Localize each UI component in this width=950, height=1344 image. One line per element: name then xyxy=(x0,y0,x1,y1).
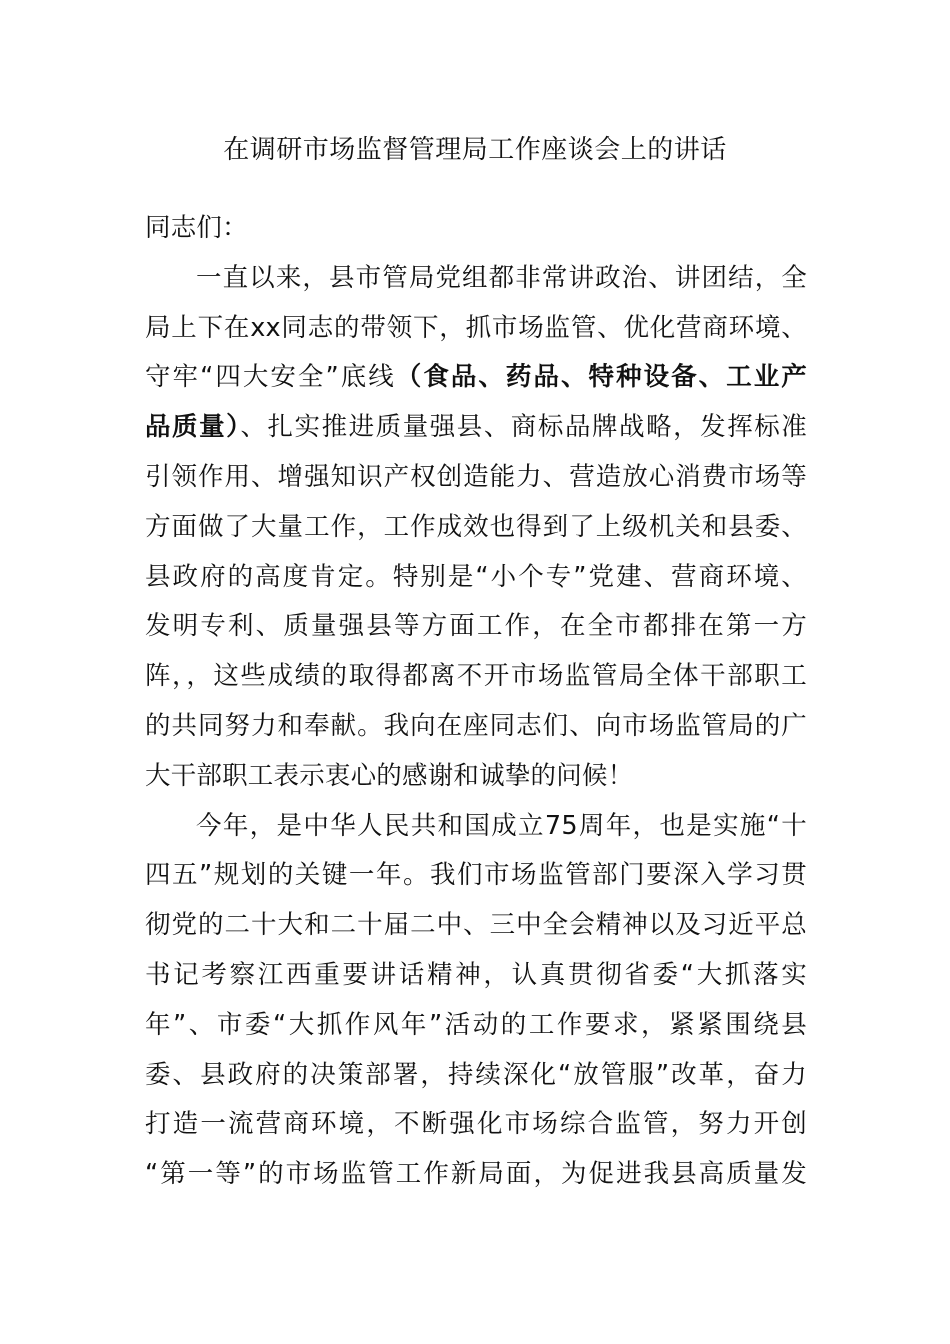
paragraph-2-line-5: 年”、市委“大抓作风年”活动的工作要求，紧紧围绕县 xyxy=(145,1009,807,1040)
paragraph-1-line-4-text: 、扎实推进质量强县、商标品牌战略，发挥标准 xyxy=(240,412,808,443)
paragraph-1-line-3-bold: （食品、药品、特种设备、工业产 xyxy=(395,362,807,393)
paragraph-2-line-8: “第一等”的市场监管工作新局面，为促进我县高质量发 xyxy=(145,1159,807,1190)
paragraph-2-line-1: 今年，是中华人民共和国成立75周年，也是实施“十 xyxy=(196,810,807,841)
paragraph-1-line-3 xyxy=(145,353,807,403)
paragraph-1-line-11: 大干部职工表示衷心的感谢和诚挚的问候！ xyxy=(145,760,634,791)
paragraph-2-line-4: 书记考察江西重要讲话精神，认真贯彻省委“大抓落实 xyxy=(145,959,807,990)
paragraph-2-line-6: 委、县政府的决策部署，持续深化“放管服”改革，奋力 xyxy=(145,1059,807,1090)
paragraph-1-line-7: 县政府的高度肯定。特别是“小个专”党建、营商环境、 xyxy=(145,561,807,592)
paragraph-1-line-4 xyxy=(145,403,807,453)
paragraph-1-line-1: 一直以来，县市管局党组都非常讲政治、讲团结，全 xyxy=(196,262,807,293)
paragraph-2-line-3: 彻党的二十大和二十届二中、三中全会精神以及习近平总 xyxy=(145,910,807,941)
paragraph-1-line-6: 方面做了大量工作，工作成效也得到了上级机关和县委、 xyxy=(145,511,807,542)
paragraph-1-line-2: 局上下在xx同志的带领下，抓市场监管、优化营商环境、 xyxy=(145,312,807,343)
paragraph-2-line-2: 四五”规划的关键一年。我们市场监管部门要深入学习贯 xyxy=(145,860,807,891)
paragraph-1-line-8: 发明专利、质量强县等方面工作，在全市都排在第一方 xyxy=(145,611,807,642)
paragraph-1-line-4-bold: 品质量） xyxy=(145,412,241,443)
paragraph-1-line-10: 的共同努力和奉献。我向在座同志们、向市场监管局的广 xyxy=(145,710,807,741)
document-title: 在调研市场监督管理局工作座谈会上的讲话 xyxy=(223,135,727,165)
paragraph-1-line-3-text: 守牢“四大安全”底线 xyxy=(145,362,396,393)
document-body xyxy=(145,204,807,1200)
paragraph-1-line-9: 阵，，这些成绩的取得都离不开市场监管局全体干部职工 xyxy=(145,661,807,692)
paragraph-2-line-7: 打造一流营商环境，不断强化市场综合监管，努力开创 xyxy=(145,1109,807,1140)
salutation: 同志们： xyxy=(145,213,248,243)
paragraph-1-line-5: 引领作用、增强知识产权创造能力、营造放心消费市场等 xyxy=(145,461,807,492)
